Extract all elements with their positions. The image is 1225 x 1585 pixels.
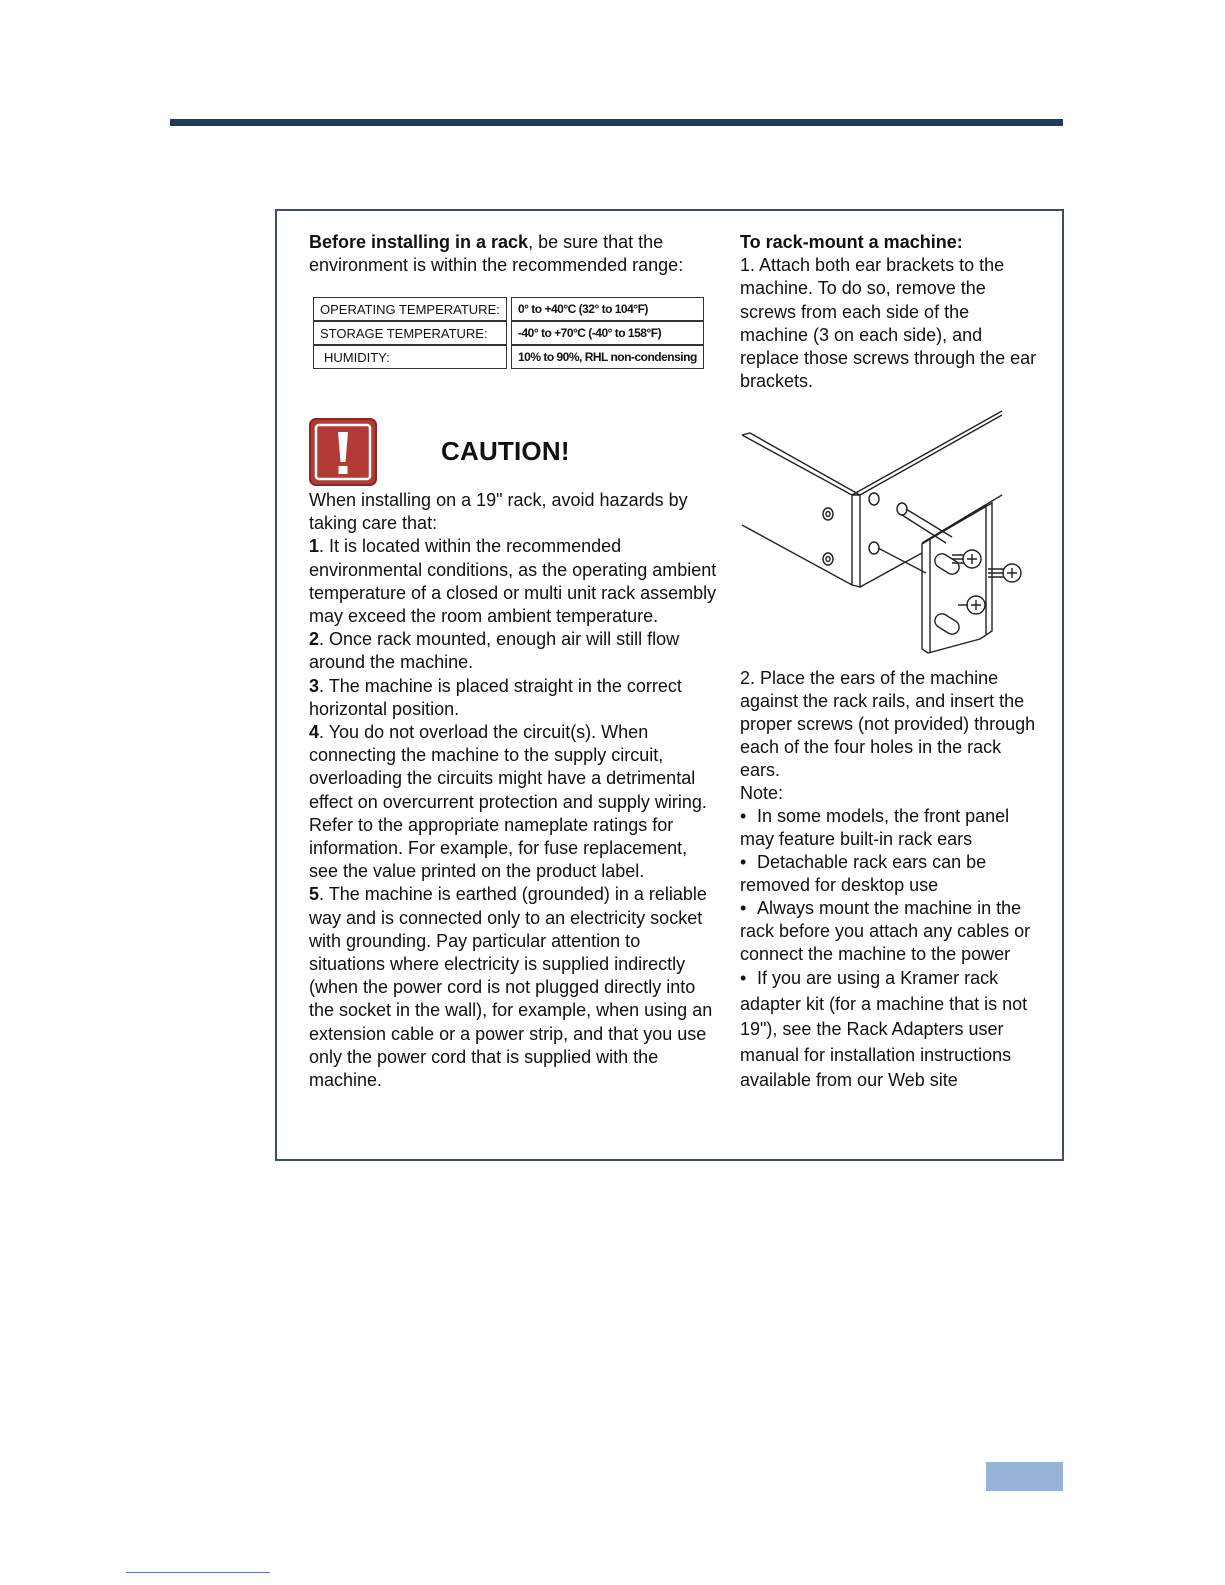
rack-mount-steps [740, 231, 1040, 393]
env-value: 0° to +40°C (32° to 104°F) [511, 297, 704, 321]
list-item: 5. The machine is earthed (grounded) in a reliable way and is connected only to an electricity socket with grounding. Pay particular attention to situations where electricity is supplied indirectly (when the power cord is not plugged directly into the socket in the wall), for example, when using an extension cable or a power strip, and that you use only the power cord that is supplied with the machine. [309, 884, 713, 1091]
rack-mount-step-2 [740, 667, 1045, 1094]
caution-header [309, 418, 714, 488]
list-item: • Always mount the machine in the rack before you attach any cables or connect the machine to the power [740, 898, 1031, 964]
env-value: -40° to +70°C (-40° to 158°F) [511, 321, 704, 345]
step-2: 2. Place the ears of the machine against the rack rails, and insert the proper screws (not provided) through each of the four holes in the rack ears. [740, 668, 1036, 780]
note-label: Note: [740, 783, 784, 803]
rack-ear-diagram [740, 409, 1040, 664]
rack-mount-heading: To rack-mount a machine: [740, 232, 963, 252]
intro-text: Before installing in a rack, be sure that the environment is within the recommended range: [309, 232, 684, 276]
intro-block [309, 231, 714, 277]
caution-title: CAUTION! [441, 436, 570, 466]
list-item: 4. You do not overload the circuit(s). When connecting the machine to the supply circuit, overloading the circuits might have a detrimental effect on overcurrent protection and supply wiring. Refer to the appropriate nameplate ratings for information. For example, for fuse replacement, see the value printed on the product label. [309, 722, 707, 882]
list-item: 3. The machine is placed straight in the correct horizontal position. [309, 675, 682, 719]
env-label: OPERATING TEMPERATURE: [313, 297, 507, 321]
table-row [313, 345, 704, 369]
exclamation-warning-icon [309, 418, 377, 486]
step-1: 1. Attach both ear brackets to the machine. To do so, remove the screws from each side of the machine (3 on each side), and replace those screws through the ear brackets. [740, 255, 1037, 392]
env-label: HUMIDITY: [313, 345, 507, 369]
caution-body [309, 489, 717, 1092]
table-row [313, 321, 704, 345]
header-rule [170, 119, 1063, 126]
list-item: • In some models, the front panel may feature built-in rack ears [740, 806, 1010, 849]
rack-safety-panel [275, 209, 1064, 1161]
env-value: 10% to 90%, RHL non-condensing [511, 345, 704, 369]
list-item: • If you are using a Kramer rack adapter kit (for a machine that is not 19"), see the Rack Adapters user manual for installation instructions available from our Web site [740, 968, 1028, 1090]
caution-lead: When installing on a 19" rack, avoid hazards by taking care that: [309, 490, 688, 534]
list-item: 1. It is located within the recommended environmental conditions, as the operating ambient temperature of a closed or multi unit rack assembly may exceed the room ambient temperature. [309, 536, 717, 627]
environment-table [309, 297, 708, 369]
page-number-box [986, 1462, 1063, 1491]
footer-link-underline[interactable] [126, 1572, 270, 1573]
env-label: STORAGE TEMPERATURE: [313, 321, 507, 345]
table-row [313, 297, 704, 321]
list-item: • Detachable rack ears can be removed for desktop use [740, 852, 987, 895]
list-item: 2. Once rack mounted, enough air will still flow around the machine. [309, 629, 680, 673]
